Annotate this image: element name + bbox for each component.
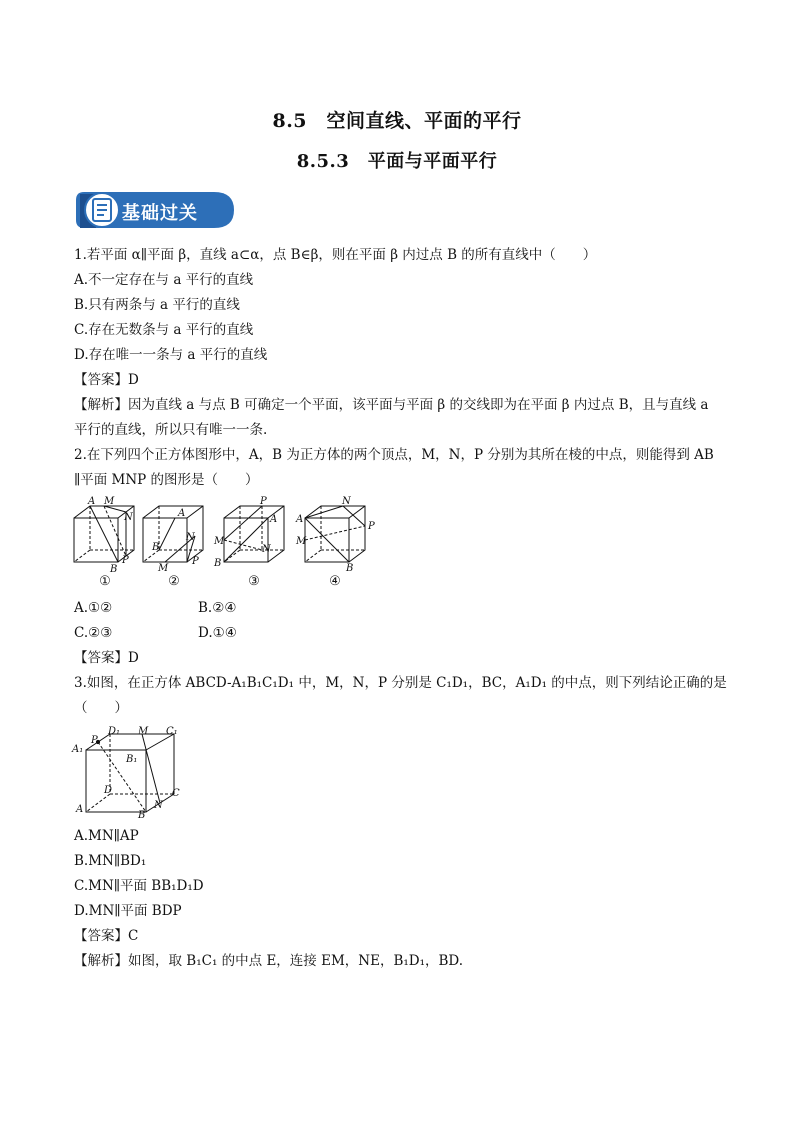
- q3-answer: 【答案】C: [74, 928, 139, 944]
- notebook-icon: [85, 193, 119, 227]
- banner-label: 基础过关: [122, 203, 198, 224]
- fig2-label-n: N: [186, 532, 195, 543]
- figure-caption-3: ③: [248, 574, 260, 589]
- fig1-label-p: P: [122, 555, 129, 566]
- q2-stem: 2.在下列四个正方体图形中，A，B 为正方体的两个顶点，M，N，P 分别为其所在棱的中点，则能得到 AB: [74, 447, 714, 463]
- fig4-label-b: B: [346, 563, 354, 574]
- fig3-label-m: M: [214, 536, 225, 547]
- fig5-label-n: N: [154, 800, 163, 811]
- fig5-label-b1: B₁: [126, 754, 138, 765]
- fig5-label-a1: A₁: [72, 744, 84, 755]
- fig5-label-d: D: [104, 785, 113, 796]
- q2-option-d: D.①④: [198, 625, 237, 641]
- fig3-label-p: P: [260, 496, 267, 507]
- q2-stem-cont: ∥平面 MNP 的图形是（ ）: [74, 472, 259, 488]
- fig4-label-n: N: [342, 496, 351, 507]
- q1-option-d: D.存在唯一一条与 a 平行的直线: [74, 347, 268, 363]
- fig4-label-p: P: [368, 521, 375, 532]
- q1-option-b: B.只有两条与 a 平行的直线: [74, 297, 240, 313]
- q2-option-c: C.②③: [74, 625, 113, 641]
- q3-option-a: A.MN∥AP: [74, 828, 139, 844]
- q3-analysis: 【解析】如图，取 B₁C₁ 的中点 E，连接 EM，NE，B₁D₁，BD.: [74, 953, 464, 969]
- q1-option-a: A.不一定存在与 a 平行的直线: [74, 272, 254, 288]
- fig3-label-b: B: [214, 558, 222, 569]
- fig1-label-m: M: [104, 496, 115, 507]
- figure-caption-1: ①: [99, 574, 111, 589]
- cube-figure-3: [222, 496, 288, 570]
- cube-figure-4: [303, 496, 369, 570]
- fig1-label-n: N: [124, 512, 133, 523]
- q1-stem: 1.若平面 α∥平面 β，直线 a⊂α，点 B∈β，则在平面 β 内过点 B 的所有直线中（ ）: [74, 247, 597, 263]
- fig1-label-b: B: [110, 564, 118, 575]
- q1-analysis-line2: 平行的直线，所以只有唯一一条.: [74, 422, 268, 438]
- fig5-label-c1: C₁: [166, 726, 178, 737]
- fig5-label-a: A: [76, 804, 84, 815]
- fig4-label-m: M: [296, 536, 307, 547]
- section-title: 8.5.3 平面与平面平行: [296, 151, 498, 172]
- q1-analysis-line1: 【解析】因为直线 a 与点 B 可确定一个平面，该平面与平面 β 的交线即为在平面 β 内过点 B，且与直线 a: [74, 397, 709, 413]
- fig5-label-c: C: [172, 788, 180, 799]
- fig2-label-p: P: [192, 556, 199, 567]
- fig4-label-a: A: [296, 514, 304, 525]
- q3-option-c: C.MN∥平面 BB₁D₁D: [74, 878, 204, 894]
- q3-stem: 3.如图，在正方体 ABCD-A₁B₁C₁D₁ 中，M，N，P 分别是 C₁D₁，BC，A₁D₁ 的中点，则下列结论正确的是: [74, 675, 727, 691]
- fig5-label-m: M: [138, 726, 149, 737]
- fig3-label-a: A: [270, 514, 278, 525]
- q1-option-c: C.存在无数条与 a 平行的直线: [74, 322, 254, 338]
- q2-answer: 【答案】D: [74, 650, 139, 666]
- q3-option-b: B.MN∥BD₁: [74, 853, 147, 869]
- figure-caption-2: ②: [168, 574, 180, 589]
- fig2-label-b: B: [152, 542, 160, 553]
- fig5-label-p: P: [91, 735, 98, 746]
- fig3-label-n: N: [262, 544, 271, 555]
- fig2-label-a: A: [178, 508, 186, 519]
- q2-option-b: B.②④: [198, 600, 237, 616]
- fig5-label-b: B: [138, 810, 146, 821]
- chapter-title: 8.5 空间直线、平面的平行: [272, 110, 522, 132]
- q1-answer: 【答案】D: [74, 372, 139, 388]
- fig2-label-m: M: [158, 563, 169, 574]
- fig5-label-d1: D₁: [108, 726, 121, 737]
- fig1-label-a: A: [88, 496, 96, 507]
- figure-caption-4: ④: [329, 574, 341, 589]
- q2-option-a: A.①②: [74, 600, 113, 616]
- q3-option-d: D.MN∥平面 BDP: [74, 903, 182, 919]
- q3-stem-cont: （ ）: [74, 700, 128, 716]
